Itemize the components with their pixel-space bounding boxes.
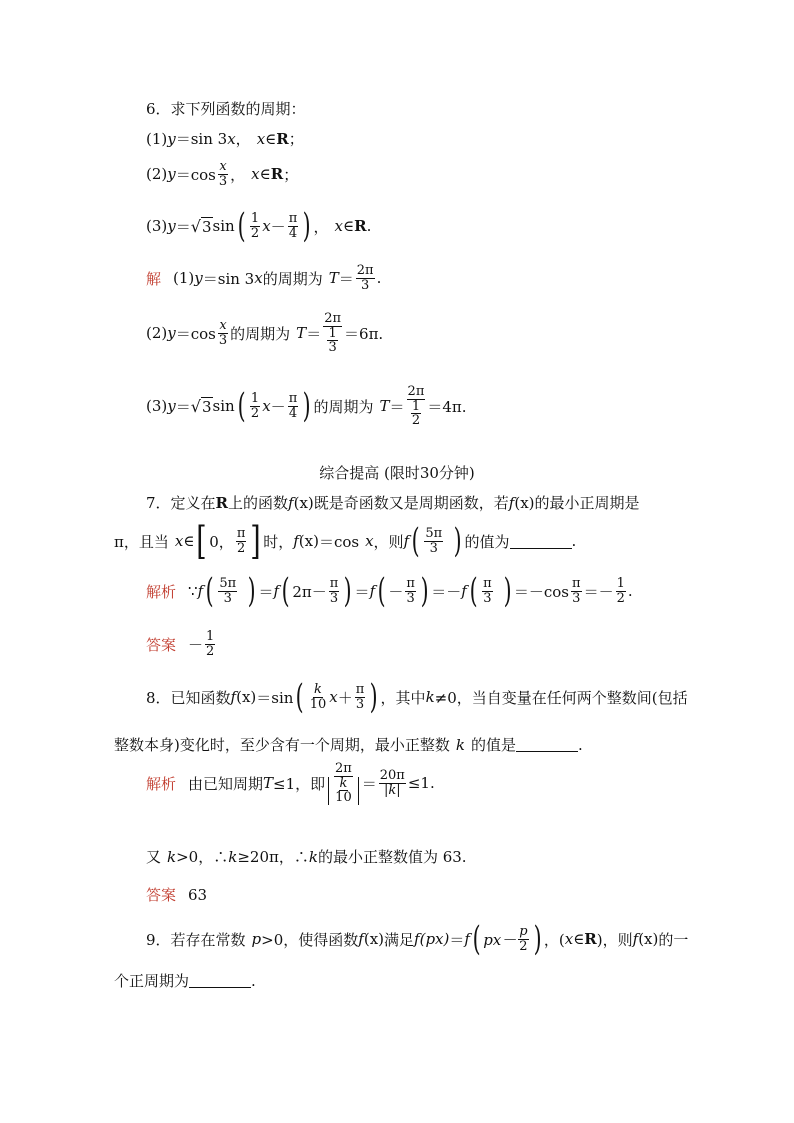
reals-symbol: R xyxy=(584,930,597,948)
end: . xyxy=(577,735,583,754)
numerator: k xyxy=(339,775,348,791)
numerator: k xyxy=(314,681,322,697)
var-x: x xyxy=(262,397,271,416)
fraction xyxy=(218,577,237,605)
numerator: p xyxy=(519,923,528,939)
denominator: 3 xyxy=(429,540,438,556)
denominator: 3 xyxy=(328,340,337,356)
in-symbol: ∈ xyxy=(265,129,277,148)
sep: ， xyxy=(235,130,251,148)
answer-blank[interactable] xyxy=(516,737,578,752)
denominator: 3 xyxy=(572,590,581,606)
var-T: T xyxy=(296,324,307,343)
text: ，则 xyxy=(373,532,404,551)
var-x: x xyxy=(334,217,343,235)
denominator: 2 xyxy=(250,225,260,241)
text: ≥20π，∴ xyxy=(237,848,309,866)
fraction xyxy=(329,577,340,605)
text: 上的函数 xyxy=(228,494,289,512)
numerator: π xyxy=(329,575,339,591)
equals: ＝ xyxy=(306,324,322,343)
sin: sin xyxy=(212,397,235,416)
fraction xyxy=(250,392,260,420)
expr: ＝ xyxy=(175,397,191,416)
sin: sin xyxy=(212,217,235,235)
in-symbol: ∈ xyxy=(183,532,195,550)
text: ≤1，即 xyxy=(273,774,326,793)
q7-answer xyxy=(146,630,217,658)
var-T: T xyxy=(328,269,339,288)
fraction xyxy=(218,319,228,347)
numerator: 1 xyxy=(250,210,260,226)
arg: (x) xyxy=(363,930,385,948)
text: 的周期为 xyxy=(262,269,323,288)
text: 既是奇函数又是周期函数，若 xyxy=(313,494,509,512)
equals: ＝－ xyxy=(431,582,462,601)
text: 的最小正周期是 xyxy=(534,494,640,512)
text: ，( xyxy=(543,930,565,949)
var-f: f xyxy=(358,930,364,948)
var-y: y xyxy=(167,217,176,235)
denominator: 2 xyxy=(206,643,215,659)
item-number: (1) xyxy=(146,129,168,148)
in-symbol: ∈ xyxy=(342,217,355,235)
text: >0，∴ xyxy=(176,848,229,866)
fraction xyxy=(518,925,528,953)
denominator: 4 xyxy=(288,405,298,421)
numerator: 1 xyxy=(250,391,260,407)
end: ； xyxy=(283,165,299,184)
minus: － xyxy=(188,635,204,654)
var-f: f xyxy=(403,532,410,550)
var-f: f xyxy=(464,930,470,948)
arg: (x) xyxy=(236,688,257,706)
numerator: π xyxy=(572,575,581,591)
text: π，且当 xyxy=(114,532,169,551)
numerator: 2π xyxy=(407,384,425,399)
denominator: 3 xyxy=(406,590,415,606)
fraction xyxy=(236,527,247,555)
text: 的周期为 xyxy=(313,397,374,416)
section-title xyxy=(0,462,794,483)
text: 的值为 xyxy=(464,532,510,551)
numerator: π xyxy=(355,681,365,697)
var-k: k xyxy=(167,847,177,866)
q7-solution: 解析 ∵ f ( $\frac{5\pi}{3}$ ) ＝ f ( 2π－ $\frac{\pi}{3}$ ) ＝ f ( － $\frac{\pi}{3}$ ) ＝－ f ( $\frac{\pi}{3}$ ) ＝－cos $\frac{\pi}{3}$ ＝－ $\frac{1}{2}$ . xyxy=(146,571,633,611)
var-f: f xyxy=(230,688,237,706)
expr: ＝－ xyxy=(583,582,614,601)
fraction xyxy=(205,630,215,658)
text: ≠0，当自变量在任何两个整数间(包括 xyxy=(434,688,688,707)
equals: ＝ xyxy=(449,930,465,949)
expr: ＝cos xyxy=(318,532,360,551)
q6-item-1 xyxy=(146,128,304,149)
q8-solution-cont xyxy=(146,846,467,867)
end: . xyxy=(251,971,256,990)
numerator: 1 xyxy=(616,575,625,591)
fraction xyxy=(355,683,366,711)
var-k: k xyxy=(228,847,238,866)
end: . xyxy=(376,269,382,288)
numerator: π xyxy=(288,210,298,226)
denominator: 2 xyxy=(250,405,260,421)
in-symbol: ∈ xyxy=(573,930,585,948)
fraction xyxy=(218,160,228,188)
reals-symbol: R xyxy=(270,165,284,184)
denominator: 2 xyxy=(616,590,625,606)
text: >0，使得函数 xyxy=(261,930,359,949)
solution-label: 解析 xyxy=(146,582,177,601)
text: 的一 xyxy=(658,930,689,949)
fraction xyxy=(309,683,328,711)
q8-answer xyxy=(146,884,207,905)
denominator: 3 xyxy=(218,173,228,189)
text: 个正周期为 xyxy=(114,972,190,990)
denominator: |k| xyxy=(383,782,401,798)
q8-line-2 xyxy=(114,734,583,755)
text: 的周期为 xyxy=(230,324,291,343)
var-x: x xyxy=(251,165,260,184)
var-f: f xyxy=(197,582,204,600)
numerator: π xyxy=(406,575,415,591)
var-f: f xyxy=(414,930,420,948)
text: 满足 xyxy=(384,930,415,949)
denominator: 10 xyxy=(335,790,352,806)
plus: ＋ xyxy=(337,688,353,707)
text: 时， xyxy=(263,532,294,551)
denominator: 3 xyxy=(361,277,370,293)
end: ； xyxy=(288,130,304,148)
arg: (x) xyxy=(638,930,659,948)
text: ，其中 xyxy=(380,688,426,707)
var-x: x xyxy=(329,688,338,706)
numerator: 5π xyxy=(425,525,443,541)
var-f: f xyxy=(288,493,294,512)
expr: ＝ xyxy=(175,217,191,236)
q9-line-2 xyxy=(114,970,256,991)
denominator: 3 xyxy=(355,696,365,712)
q9-line-1: 9．若存在常数 p >0，使得函数 f (x) 满足 f (px) ＝ f ( px－ $\frac{p}{2}$ ) ，( x ∈ R )，则 f (x) 的一 xyxy=(146,919,689,959)
q6-stem-text: 6．求下列函数的周期： xyxy=(146,100,306,118)
item-number: (2) xyxy=(146,165,168,184)
q8-line-1: 8．已知函数 f (x) ＝sin ( $\frac{k}{10}$ x ＋ $\frac{\pi}{3}$ ) ，其中 k ≠0，当自变量在任何两个整数间(包括 xyxy=(146,677,688,717)
var-f: f xyxy=(273,582,280,600)
result: ＝6π. xyxy=(344,324,384,343)
fraction xyxy=(288,392,299,420)
var-T: T xyxy=(263,774,274,793)
denominator: 3 xyxy=(218,332,228,348)
denominator: 2 xyxy=(411,413,421,429)
expr: 2π－ xyxy=(292,582,327,601)
var-k: k xyxy=(425,688,435,706)
end: . xyxy=(627,582,633,600)
text: 8．已知函数 xyxy=(146,688,231,707)
solution-label: 解 xyxy=(146,269,162,288)
reals-symbol: R xyxy=(215,493,229,512)
numerator: x xyxy=(219,159,227,174)
item-number: (1) xyxy=(173,269,195,288)
text: 又 xyxy=(146,848,162,866)
item-number: (3) xyxy=(146,217,168,235)
q6-item-3: (3) y ＝ √ 3 sin ( $\frac{1}{2}$ x － $\frac{\pi}{4}$ ) ， x ∈ R . xyxy=(146,206,372,246)
var-f: f xyxy=(508,493,515,512)
arg: (x) xyxy=(293,493,314,512)
var-y: y xyxy=(167,129,176,148)
var-y: y xyxy=(167,397,176,416)
sep: ， xyxy=(313,217,329,236)
numerator: 5π xyxy=(219,575,237,591)
fraction xyxy=(616,577,626,605)
denominator: 3 xyxy=(483,590,492,606)
fraction xyxy=(288,212,299,240)
expr: ＝sin xyxy=(256,688,294,707)
denominator: 10 xyxy=(309,696,327,712)
result: ＝4π. xyxy=(427,397,467,416)
arg: (px) xyxy=(419,930,450,948)
equals: ＝ xyxy=(361,774,377,793)
reals-symbol: R xyxy=(354,217,367,235)
text: )，则 xyxy=(596,930,633,949)
var-x: x xyxy=(365,532,374,550)
answer-blank[interactable] xyxy=(510,534,572,549)
minus: － xyxy=(270,217,286,236)
var-k: k xyxy=(308,847,318,866)
denominator: 4 xyxy=(288,225,298,241)
compound-fraction xyxy=(407,385,426,428)
section-title-text: 综合提高 (限时30分钟) xyxy=(319,464,475,482)
radicand: 3 xyxy=(201,397,212,416)
radicand: 3 xyxy=(201,217,212,236)
var-x: x xyxy=(254,269,263,288)
q7-line-1 xyxy=(146,492,640,513)
fraction xyxy=(405,577,416,605)
minus: － xyxy=(270,397,286,416)
answer-blank[interactable] xyxy=(189,973,251,988)
q6-solution-3: (3) y ＝ √ 3 sin ( $\frac{1}{2}$ x － $\frac{\pi}{4}$ ) 的周期为 T ＝ $\frac{2\pi}{\frac{1}{2}}$ ＝4π. xyxy=(146,384,467,429)
q6-solution-1 xyxy=(146,264,381,292)
because-symbol: ∵ xyxy=(188,582,198,600)
denominator: 2 xyxy=(236,540,246,556)
in-symbol: ∈ xyxy=(259,165,271,184)
q6-item-2 xyxy=(146,160,298,188)
expr: px－ xyxy=(483,930,517,949)
end: ≤1. xyxy=(407,774,435,793)
var-f: f xyxy=(293,532,299,550)
solution-label: 解析 xyxy=(146,774,177,793)
var-f: f xyxy=(461,582,467,600)
fraction xyxy=(482,577,493,605)
q7-line-2: π，且当 x ∈ [ 0， $\frac{\pi}{2}$ ] 时， f (x) ＝cos x ，则 f ( $\frac{5\pi}{3}$ ) 的值为 . xyxy=(114,519,577,563)
numerator: π xyxy=(483,575,492,591)
fraction xyxy=(356,264,375,292)
expr: ＝cos xyxy=(175,324,216,343)
text: 9．若存在常数 xyxy=(146,930,246,949)
sep: ， xyxy=(230,165,246,184)
var-p: p xyxy=(251,930,262,948)
equals: ＝ xyxy=(338,269,354,288)
equals: ＝ xyxy=(258,582,274,601)
var-x: x xyxy=(174,532,184,550)
numerator: 1 xyxy=(206,629,215,644)
denominator: 2 xyxy=(519,938,528,954)
text: 由已知周期 xyxy=(188,774,264,793)
numerator: 1 xyxy=(411,398,421,414)
answer-label: 答案 xyxy=(146,635,177,654)
var-k: k xyxy=(455,735,465,754)
var-f: f xyxy=(369,582,376,600)
fraction xyxy=(379,769,406,797)
expr: ＝sin 3 xyxy=(175,130,228,148)
var-y: y xyxy=(194,269,203,288)
sqrt: √ 3 xyxy=(190,216,212,236)
fraction xyxy=(250,212,260,240)
var-x: x xyxy=(262,217,271,235)
text: 的最小正整数值为 63. xyxy=(317,848,467,866)
answer-label: 答案 xyxy=(146,886,177,904)
text: 整数本身)变化时，至少含有一个周期，最小正整数 xyxy=(114,736,450,754)
numerator: x xyxy=(219,318,227,334)
item-number: (3) xyxy=(146,397,168,416)
arg: (x) xyxy=(514,493,535,512)
var-y: y xyxy=(167,165,176,184)
numerator: 2π xyxy=(324,311,342,326)
var-f: f xyxy=(632,930,639,948)
fraction xyxy=(571,577,582,605)
numerator: π xyxy=(236,525,246,541)
compound-fraction xyxy=(323,312,342,355)
q8-solution xyxy=(146,762,435,805)
denominator: 3 xyxy=(223,590,232,606)
reals-symbol: R xyxy=(276,129,289,148)
end: . xyxy=(366,217,372,235)
var-x: x xyxy=(564,930,574,948)
var-y: y xyxy=(167,324,176,343)
arg: (x) xyxy=(298,532,319,550)
equals: ＝ xyxy=(389,397,405,416)
minus: － xyxy=(388,582,404,601)
var-T: T xyxy=(379,397,390,416)
numerator: 20π xyxy=(379,768,405,784)
expr: ＝sin 3 xyxy=(202,269,255,288)
answer-value: 63 xyxy=(188,885,208,904)
sqrt: √ 3 xyxy=(190,396,212,416)
numerator: 2π xyxy=(356,263,374,278)
q6-stem xyxy=(146,98,306,119)
end: . xyxy=(571,532,577,550)
var-x: x xyxy=(256,129,266,148)
var-x: x xyxy=(227,129,236,148)
item-number: (2) xyxy=(146,324,168,343)
compound-fraction xyxy=(327,762,360,805)
text: 7．定义在 xyxy=(146,494,216,512)
numerator: 1 xyxy=(328,325,337,341)
expr: ＝cos xyxy=(175,165,216,184)
q6-solution-2 xyxy=(146,312,383,355)
expr: ＝－cos xyxy=(513,582,570,601)
equals: ＝ xyxy=(354,582,370,601)
numerator: π xyxy=(288,391,298,407)
denominator: 3 xyxy=(329,590,339,606)
text: 的值是 xyxy=(470,736,516,754)
numerator: 2π xyxy=(335,761,352,776)
fraction xyxy=(424,527,443,555)
interval-start: 0， xyxy=(209,532,234,551)
